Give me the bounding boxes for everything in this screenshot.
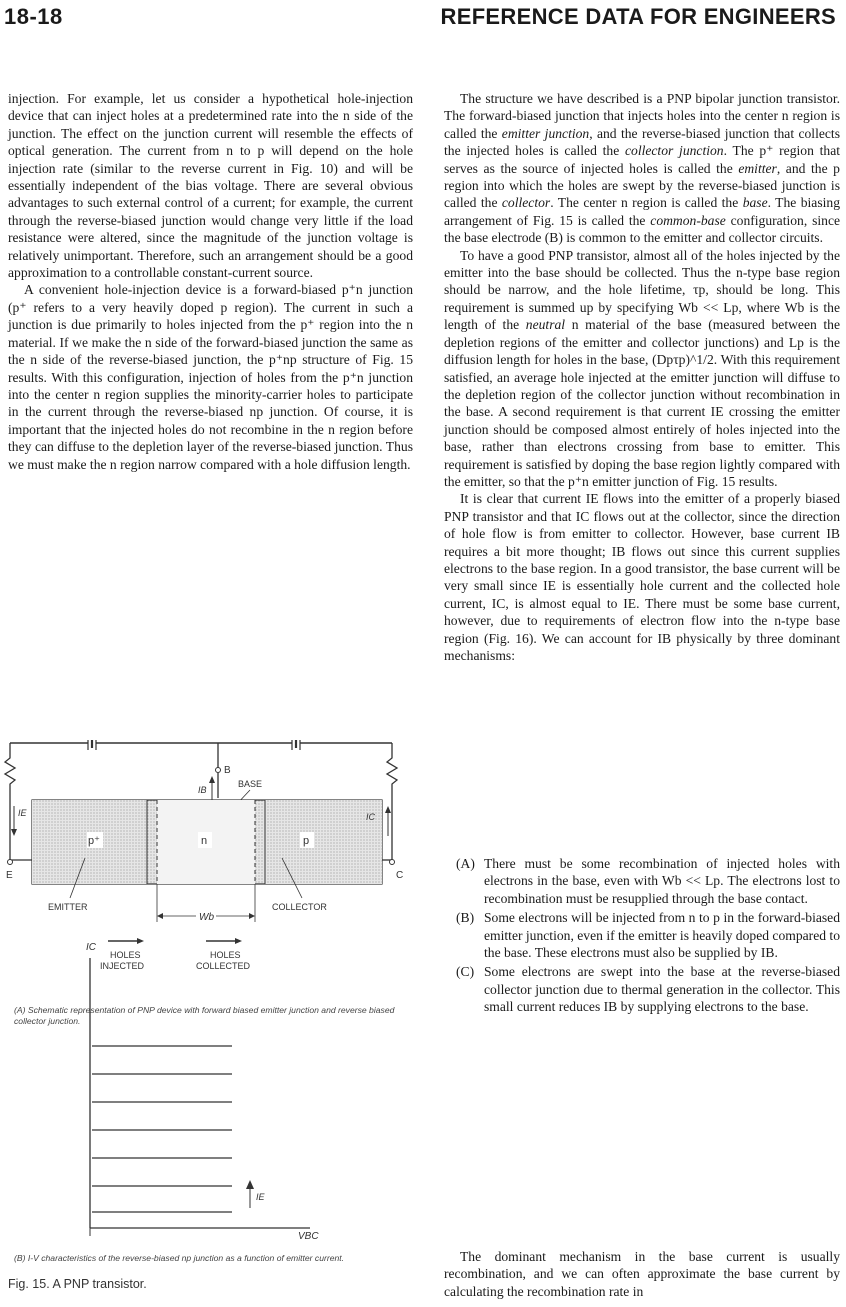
pnp-schematic-figure — [0, 740, 420, 932]
list-item-text: Some electrons will be injected from n to p in the forward-biased emitter junction, even if the emitter is heavily doped compared to the base. These electrons must also be supplied by IB. — [484, 910, 840, 961]
page-header — [0, 0, 846, 36]
list-item-text: There must be some recombination of injected holes with electrons in the base, even with Wb << Lp. The electrons lost to recombination must be resupplied through the base contact. — [484, 856, 840, 906]
list-item — [444, 855, 840, 907]
figure-title: Fig. 15. A PNP transistor. — [8, 1277, 147, 1291]
emitter-battery-symbol — [88, 740, 96, 750]
base-label: BASE — [238, 779, 263, 789]
ib-label: IB — [198, 785, 207, 795]
p-label: p — [303, 835, 310, 847]
holes-injected-label-2: INJECTED — [100, 961, 145, 971]
left-column — [8, 90, 413, 473]
iv-curves — [92, 1046, 232, 1212]
holes-collected-label-1: HOLES — [210, 950, 241, 960]
emitter-resistor — [5, 743, 15, 860]
list-item — [444, 909, 840, 961]
holes-collected-label-2: COLLECTED — [196, 961, 251, 971]
collector-resistor — [387, 743, 397, 860]
n-label: n — [201, 835, 208, 847]
figure-b-caption: (B) I-V characteristics of the reverse-biased np junction as a function of emitter current. — [14, 1253, 345, 1263]
list-marker: (A) — [456, 856, 475, 871]
holes-injected-label-1: HOLES — [110, 950, 141, 960]
collector-region — [265, 800, 382, 884]
left-paragraph-1: injection. For example, let us consider a hypothetical hole-injection device that can inject holes at a predetermined rate into the n side of the junction. The effect on the junction current will resemble the effects of optical generation. The current from n to p will depend on the hole injection rate (similar to the reverse current in Fig. 10) and will be essentially independent of the bias voltage. There are several obvious advantages to such external control of a current; for example, the current through the reverse-biased junction would change very little if the load resistance were altered, since the magnitude of the junction voltage is relatively unimportant. Therefore, such an arrangement should be a good approximation to a controllable constant-current source. — [8, 91, 413, 281]
base-terminal-label: B — [224, 765, 231, 776]
ie-increase-label: IE — [256, 1192, 265, 1202]
y-axis-label: IC — [86, 942, 96, 953]
list-marker: (C) — [456, 964, 475, 980]
closing-paragraph: The dominant mechanism in the base current is usually recombination, and we can often approximate the base current by calculating the recombination rate in — [444, 1249, 840, 1299]
right-paragraph-2: To have a good PNP transistor, almost all of the holes injected by the emitter into the base should be collected. Thus the n-type base region should be narrow, and the hole lifetime, τp, should be long. This requirement is summed up by specifying Wb << Lp, where Wb is the length of the neutral n material of the base (measured between the depletion regions of the emitter and collector junctions) and Lp is the diffusion length for holes in the base, (Dpτp)^1/2. With this requirement satisfied, an average hole injected at the emitter junction will diffuse to the depletion region of the collector junction without recombination in the base. A second requirement is that current IE crossing the emitter junction should be composed almost entirely of holes injected into the base, rather than electrons crossing from base to emitter. This requirement is satisfied by doping the base region lightly compared with the emitter, so that the p⁺n emitter junction of Fig. 15 results. — [444, 247, 841, 489]
collector-battery-symbol — [292, 740, 300, 750]
p-plus-label: p⁺ — [88, 835, 100, 847]
x-axis-label: VBC — [298, 1231, 319, 1242]
mechanism-list — [444, 855, 840, 1018]
emitter-terminal-label: E — [6, 870, 13, 881]
iv-characteristics-figure — [60, 936, 360, 1246]
right-column — [444, 90, 840, 664]
ic-label: IC — [366, 812, 375, 822]
figure-a-caption: (A) Schematic representation of PNP device with forward biased emitter junction and reverse biased collector junction. — [14, 1005, 395, 1026]
right-paragraph-1: The structure we have described is a PNP bipolar junction transistor. The forward-biased junction that injects holes into the center n region is called the emitter junction, and the reverse-biased junction that collects the injected holes is called the collector junction. The p⁺ region that serves as the source of injected holes is called the emitter, and the p region into which the holes are swept by the reverse-biased junction is called the collector. The center n region is called the base. The biasing arrangement of Fig. 15 is called the common-base configuration, since the base electrode (B) is common to the emitter and collector circuits. — [444, 91, 841, 246]
list-item — [444, 963, 840, 1015]
emitter-label: EMITTER — [48, 902, 88, 912]
right-paragraph-3: It is clear that current IE flows into the emitter of a properly biased PNP transistor and that IC flows out at the collector, since the direction of hole flow is from emitter to collector. However, base current IB requires a bit more thought; IB flows out since this current supplies electrons to the base region. In a good transistor, the base current will be very small since IE is essentially hole current and the collected hole current, IC, is almost equal to IE. There must be some base current, however, due to requirements of electron flow into the n-type base region (Fig. 16). We can account for IB physically by three dominant mechanisms: — [444, 491, 840, 663]
collector-label: COLLECTOR — [272, 902, 327, 912]
left-paragraph-2: A convenient hole-injection device is a forward-biased p⁺n junction (p⁺ refers to a very heavily doped p region). The current in such a junction is due primarily to holes injected from the p⁺ region into the n material. If we make the n side of the forward-biased junction the same as the n side of the reverse-biased junction, the p⁺np structure of Fig. 15 results. With this configuration, injection of holes from the p⁺n junction into the center n region supplies the minority-carrier holes to participate in the current through the reverse-biased np junction. Of course, it is important that the injected holes do not recombine in the n region before they can diffuse to the depletion layer of the reverse-biased junction. Thus we must make the n region narrow compared with a hole diffusion length. — [8, 282, 413, 472]
collector-terminal-label: C — [396, 870, 404, 881]
running-title: REFERENCE DATA FOR ENGINEERS — [440, 4, 836, 29]
list-item-text: Some electrons are swept into the base at the reverse-biased collector junction due to thermal generation in the collector. This small current reduces IB by supplying electrons to the base. — [484, 964, 840, 1015]
page-number: 18-18 — [4, 4, 63, 29]
ie-label: IE — [18, 808, 27, 818]
list-marker: (B) — [456, 910, 475, 926]
wb-label: Wb — [199, 912, 214, 923]
